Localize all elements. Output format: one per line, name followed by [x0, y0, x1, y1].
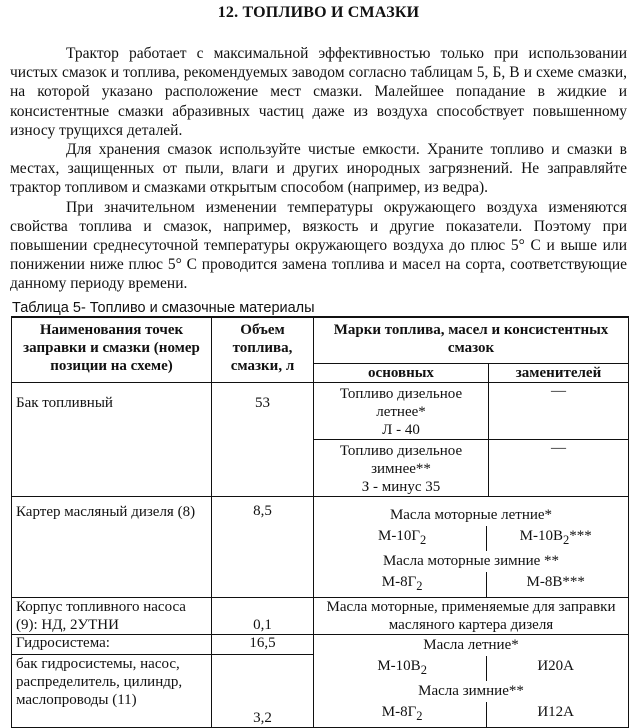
table-caption: Таблица 5- Топливо и смазочные материалы	[12, 300, 315, 316]
header-brands: Марки топлива, масел и консистентных смазок	[314, 317, 629, 364]
table-header-row	[12, 317, 629, 364]
table-row	[12, 383, 629, 440]
pump-oil: Масла моторные, применяемые для заправки масляного картера дизеля	[314, 598, 629, 635]
row-subname: бак гидросистемы, насос, распределитель, цилиндр, маслопроводы (11)	[12, 654, 212, 727]
fuel-summer: Топливо дизельное летнее*	[339, 386, 463, 420]
fuel-winter: Топливо дизельное зимнее**	[339, 443, 463, 477]
row-subvolume: 3,2	[212, 654, 314, 727]
hyd-winter-alt: И12А	[537, 704, 574, 720]
oil-summer-main: М-10Г	[378, 528, 421, 544]
row-volume: 8,5	[212, 497, 314, 598]
cell-main	[314, 383, 489, 440]
hyd-summer-alt: И20А	[537, 658, 574, 674]
hyd-winter: Масла зимние**	[418, 683, 524, 699]
paragraph: Трактор работает с максимальной эффективностью только при использовании чистых смазок и топлива, рекомендуемых заводом согласно таблицам 5, Б, В и схеме смазки, на которой указано расположение мест смазки. Малейшее попадание в жидкие и консистентные смазки абразивных частиц даже из воздуха способствует повышенному износу трущихся деталей.	[10, 45, 627, 139]
intro-text	[10, 44, 627, 294]
section-title: 12. ТОПЛИВО И СМАЗКИ	[217, 4, 420, 21]
cell-main	[314, 440, 489, 497]
header-points: Наименования точек заправки и смазки (номер позиции на схеме)	[12, 317, 212, 383]
header-volume: Объем топлива, смазки, л	[212, 317, 314, 383]
oil-summer: Масла моторные летние*	[389, 507, 553, 523]
fuel-lubricants-table	[11, 316, 629, 728]
crankcase-oils: Масла моторные летние* $М-10Г_2$ $М-10В_2***$ Масла моторные зимние ** $М-8Г_2$ М-8В***	[314, 497, 629, 598]
row-name: Картер масляный дизеля (8)	[12, 497, 212, 598]
substitute-dash: —	[551, 383, 566, 399]
header-main: основных	[314, 364, 489, 383]
cell-substitute	[489, 440, 629, 497]
oil-winter-main: М-8Г	[381, 574, 417, 590]
row-volume: 16,5	[212, 635, 314, 655]
row-name: Гидросистема:	[12, 635, 212, 655]
hydraulic-oils: Масла летние* $М-10В_2$ И20А Масла зимние** $М-8Г_2$ И12А	[314, 635, 629, 728]
hyd-summer-main: М-10В	[377, 658, 421, 674]
header-substitutes: заменителей	[489, 364, 629, 383]
fuel-winter-grade: З - минус 35	[361, 479, 441, 495]
paragraph: При значительном изменении температуры окружающего воздуха изменяются свойства топлива и смазок, например, вязкость и другие показатели. Поэтому при повышении среднесуточной температуры окружающего воздуха до плюс 5° С и выше или понижении ниже плюс 5° С проводится замена топлива и масел на сорта, соответствующие данному периоду времени.	[10, 198, 627, 293]
row-name: Корпус топливного насоса (9): НД, 2УТНИ	[12, 598, 212, 635]
fuel-summer-grade: Л - 40	[382, 422, 420, 438]
table-row	[12, 635, 629, 655]
paragraph: Для хранения смазок используйте чистые емкости. Храните топливо и смазки в местах, защищенных от пыли, влаги и других инородных загрязнений. Не заправляйте трактор топливом и смазками открытым способом (например, из ведра).	[10, 141, 627, 197]
oil-summer-alt: М-10В	[519, 528, 563, 544]
oil-winter: Масла моторные зимние **	[382, 553, 560, 569]
substitute-dash: —	[551, 440, 566, 456]
table-row	[12, 497, 629, 598]
row-volume: 0,1	[212, 598, 314, 635]
row-volume: 53	[212, 383, 314, 497]
hyd-winter-main: М-8Г	[381, 704, 417, 720]
table-row	[12, 598, 629, 635]
row-name: Бак топливный	[12, 383, 212, 497]
hyd-summer: Масла летние*	[423, 637, 519, 653]
cell-substitute	[489, 383, 629, 440]
oil-winter-alt: М-8В***	[526, 574, 585, 590]
